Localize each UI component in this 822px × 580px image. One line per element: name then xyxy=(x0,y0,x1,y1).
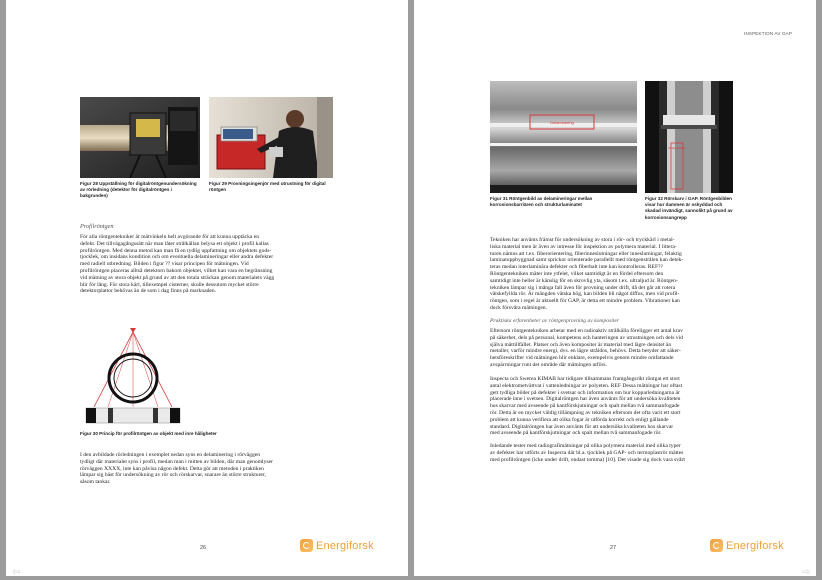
figure-28-caption: Figur 28 Uppställning för digitalröntgenundersökning av rörledning (detektor för digitalröntgen i bakgrunden) xyxy=(80,181,197,199)
text-line: dock försvåra mätningen. xyxy=(490,304,548,311)
paragraph-sakerhet xyxy=(490,328,742,369)
section-heading-profilrontgen: Profilröntgen xyxy=(80,223,114,230)
text-line: lämpar sig bäst för undersökning av rör och rörskarvar, snarare än större strukturer, xyxy=(80,472,266,479)
paragraph-inspecta-swerea xyxy=(490,376,742,437)
text-line: standard. Digitalröntgen har även använts för att undersöka kvaliteten hos skarvar xyxy=(490,423,674,430)
figure-31-caption: Figur 31 Röntgenbild av delamineringar mellan korrosionsbarriären och strukturlaminatet xyxy=(490,196,593,208)
text-line: laminatuppbyggnad samt sprickor orienterade parallellt med röntgenstrålen kan detek- xyxy=(490,257,684,264)
text-line: rör. Detta är en mycket väldig tillämpning av tekniken eftersom det ofta varit ett stort xyxy=(490,409,681,416)
text-line: på säkerhet, dels på personal, kompetens och hanteringen av utrustningen och dels vid xyxy=(490,334,683,341)
figure-32-caption: Figur 32 Rörskarv i GAP. Röntgenbilden visar hur dammen är oskyddad och skadad invändigt, sannolikt på grund av korrosionsangrepp xyxy=(645,196,733,220)
text-line: antal elektrometvättvat i vattenledningar av polyeten. REF Dessa mätningar har oftast xyxy=(490,382,683,389)
text-line: defekt. Det tillvägagångssätt när man låter strålkällan belysa ett objekt i profil kallas xyxy=(80,240,269,247)
text-line: I den avbildade rörledningen i exemplet nedan syns en delaminering i rörväggen xyxy=(80,452,261,458)
figure-31-label: Delaminering xyxy=(550,120,574,125)
energiforsk-logo xyxy=(300,539,374,552)
text-line: detektorplattor behövas än de som i dag finns på marknaden. xyxy=(80,288,217,295)
text-line: metaller, varför mindre energi, dvs. en lägre stråldos, behövs. Detta betyder att säker- xyxy=(490,348,681,355)
text-line: Tekniken har använts främst för undersökning av stora i rör- och tryckkärl i metal- xyxy=(490,237,675,243)
energiforsk-logo-icon xyxy=(710,539,723,552)
text-line: Inledande tester med radiografimätningar på olika polymera material med olika typer xyxy=(490,443,681,449)
text-line: gett tydliga bilder på defekter i svetsar och information om hur kopparledningarna är xyxy=(490,389,680,396)
text-line: rörväggen XXXX, inte kan påvisa någon defekt. Detta gör att metoden i praktiken xyxy=(80,465,264,472)
section-heading-praktiska: Praktiska erfarenheter av röntgenprovning av kompositer xyxy=(490,318,619,324)
text-line: problem att kunna verifiera att olika fogar är utförda korrekt och enligt gällande xyxy=(490,416,669,423)
figure-32-xray xyxy=(645,81,733,193)
figure-28-photo xyxy=(80,97,200,178)
paragraph-inledande-tester xyxy=(490,443,742,463)
logo-text: Energiforsk xyxy=(726,539,784,552)
energiforsk-logo-icon xyxy=(300,539,313,552)
text-line: av defekter har utförts av Inspecta där bl.a. tjocklek på GAP- och termoplaströr mättes xyxy=(490,449,684,456)
text-line: tekniken lämpar sig i många fall även för provning under drift, då det går att rotera xyxy=(490,284,676,291)
text-line: med radiell utbredning. Bilden i figur ?? visar principen för mätningen. Vid xyxy=(80,261,249,268)
text-line: För alla röntgentekniker är mätvinkeln helt avgörande för att kunna upptäcka en xyxy=(80,234,260,240)
text-line: tydligt där materialet syns i profil, medan man i mitten av bilden, där man genomlyser xyxy=(80,458,273,465)
figure-29-caption: Figur 29 Provningsingenjör med utrustning för digital röntgen xyxy=(209,181,326,193)
page-number: 27 xyxy=(610,545,617,551)
paragraph-rontgen-polymer xyxy=(490,237,742,312)
running-header: INSPEKTION AV GAP xyxy=(744,31,793,36)
text-line: vätskefyllda rör. Är mängden vätska hög, kan bilden bli något diffus, men vid profil- xyxy=(490,291,680,298)
text-line: hetsföreskrifter vid mätningen blir enklare, exempelvis genom mindre omfattande xyxy=(490,355,674,362)
text-line: hos skarvar med avseende på kantförskjutningar och spalt mellan två sammanfogade xyxy=(490,403,680,410)
text-line: liska material men är även av intresse för inspektion av polymera material. I littera- xyxy=(490,243,677,250)
figure-29-photo xyxy=(209,97,333,178)
text-line: såsom tankar. xyxy=(80,479,111,486)
page-27 xyxy=(414,0,816,576)
energiforsk-logo xyxy=(710,539,784,552)
page-number: 26 xyxy=(200,545,207,551)
figure-31-xray xyxy=(490,81,637,193)
text-line: Röntgentekniken mäter inte ytfelet, vilket samtidigt är en fördel eftersom den xyxy=(490,270,664,277)
text-line: med avseende på kantförskjutningar och spalt mellan två sammanfogade rör. xyxy=(490,430,662,437)
paragraph-profilrontgen-intro xyxy=(80,234,336,295)
text-line: turen nämns att t.ex. fiberorientering, fiberinneslutningar eller inneslutningar, felaktig xyxy=(490,250,682,257)
text-line: röntgen, som i regel är aktuellt för GAP, är detta ett mindre problem. Vibrationer kan xyxy=(490,298,680,305)
text-line: teras medan interlaminära defekter och fiberbalt inte kan kontrolleras. REF?? xyxy=(490,264,664,271)
text-line: samtidigt inte heller är känslig för en skrovlig yta, såsom t.ex. ultraljud är. Röntgen- xyxy=(490,277,678,284)
arrow-left-icon: ⇦ xyxy=(12,567,21,578)
figure-32-label: Delamination xyxy=(668,146,686,150)
text-line: placerade inne i svetsen. Digitalröntgen har även använts för att undersöka kvaliteten xyxy=(490,396,681,403)
text-line: Inspecta och Swerea KIMAB har tidigare tillsammans framgångsrikt röntgat ett stort xyxy=(490,376,680,382)
figure-30-diagram xyxy=(80,323,184,429)
text-line: själva mättillfället. Platser och även kompositer är material med lägre densitet än xyxy=(490,341,672,348)
text-line: Eftersom röntgentekniken arbetar med en radioaktiv strålkälla föreligger ett antal krav xyxy=(490,328,683,334)
figure-30-caption: Figur 30 Princip för profilröntgen av objekt med inre håligheter xyxy=(80,431,217,436)
text-line: blir för lång. För stora kärl, tillexempel cisterner, skulle dessutom mycket större xyxy=(80,281,259,288)
paragraph-profilrontgen-example xyxy=(80,452,336,486)
text-line: profilröntgen placeras alltså detektorn bakom objektet, vilket kan vara en begränsning xyxy=(80,267,273,274)
page-26 xyxy=(6,0,408,576)
logo-text: Energiforsk xyxy=(316,539,374,552)
text-line: tjocklek, om insidans kondition och om eventuella delamineringar eller andra defekter xyxy=(80,254,274,261)
text-line: profilröntgen. Med denna metod kan man få en tydlig uppfattning om objektets gods- xyxy=(80,247,272,254)
text-line: vid mätning av stora objekt på grund av att den totala sträckan genom materialets vägg xyxy=(80,274,275,281)
arrow-right-icon: ⇨ xyxy=(802,567,811,578)
text-line: med profilröntgen (icke under drift, endast tomma) [10]. Det visade sig dock vara svårt xyxy=(490,456,685,463)
text-line: avspärrningar runt det område där mätningen utförs. xyxy=(490,361,607,368)
